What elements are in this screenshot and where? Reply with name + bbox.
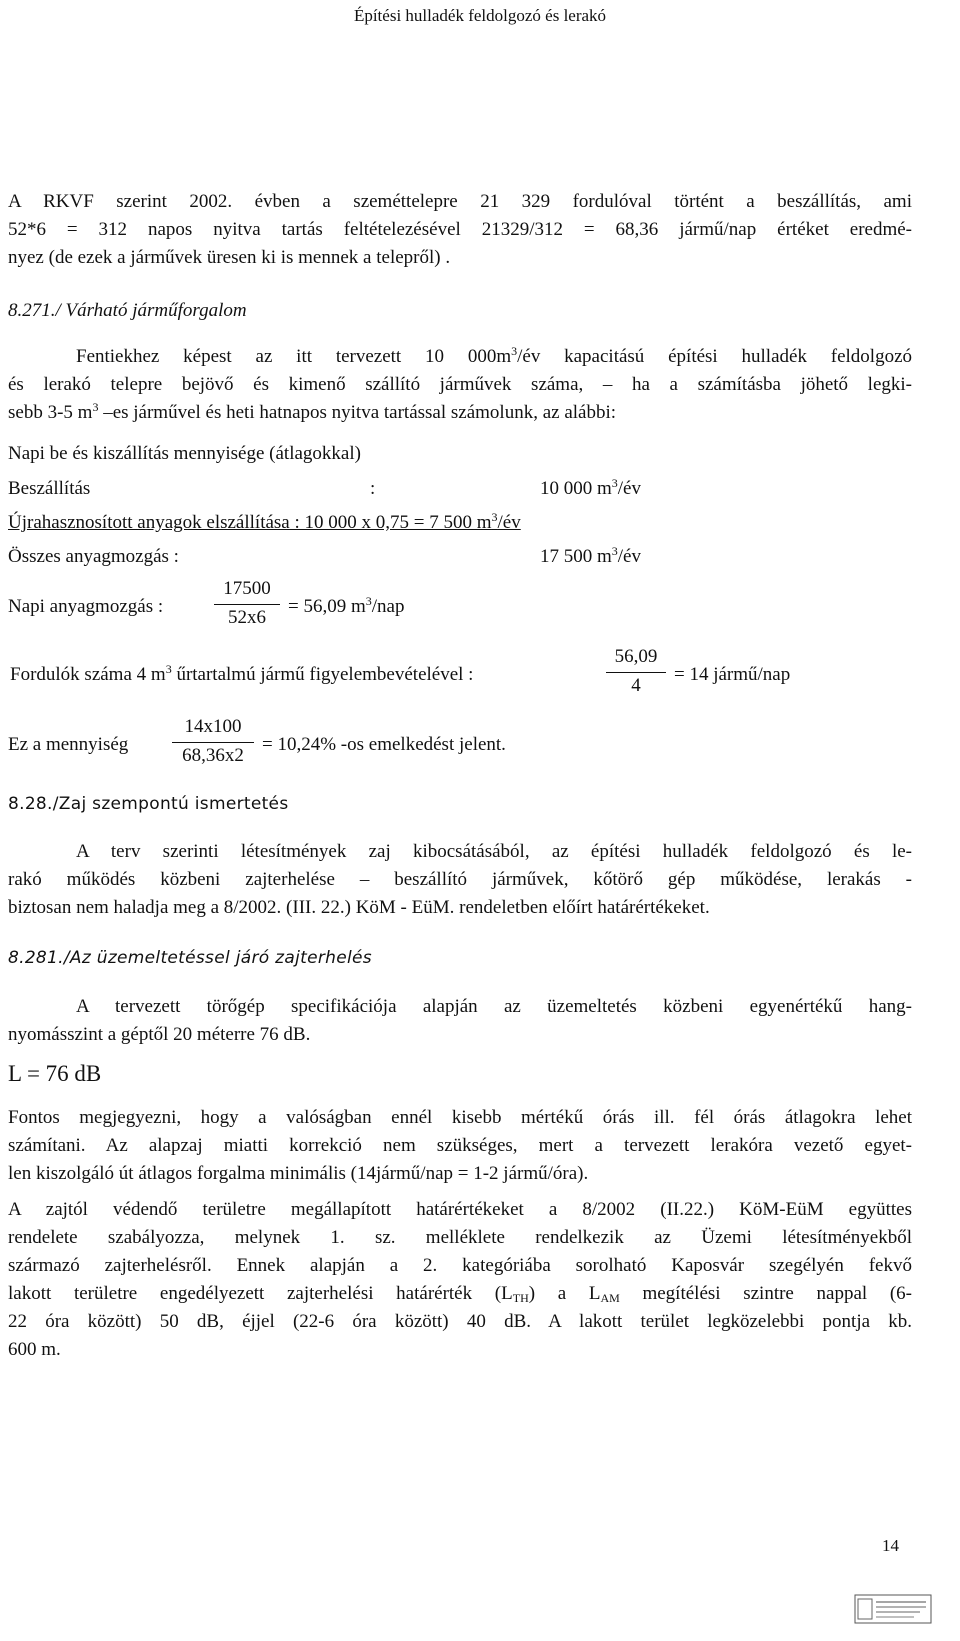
paragraph-line: 52*6 = 312 napos nyitva tartás feltételezésével 21329/312 = 68,36 jármű/nap értéket eredmé- bbox=[8, 219, 912, 240]
daily-material-result: = 56,09 $m^3$/nap bbox=[288, 594, 405, 617]
fraction-denominator: 52x6 bbox=[228, 607, 266, 628]
paragraph-line: származó zajterhelésről. Ennek alapján a 2. kategóriába sorolható Kaposvár szegélyén fekvő bbox=[8, 1255, 912, 1276]
fraction-denominator: 4 bbox=[631, 675, 641, 696]
paragraph-line: Fontos megjegyezni, hogy a valóságban ennél kisebb mértékű órás ill. fél órás átlagokra lehet bbox=[8, 1107, 912, 1128]
page-header: Építési hulladék feldolgozó és lerakó bbox=[353, 6, 607, 25]
paragraph-line: rakó működés közbeni zajterhelése – beszállító járművek, kőtörő gép működése, lerakás - bbox=[8, 869, 912, 890]
fraction-numerator: 14x100 bbox=[184, 716, 242, 737]
paragraph-line: nyez (de ezek a járművek üresen ki is mennek a telepről) . bbox=[8, 247, 451, 268]
paragraph-line: számítani. Az alapzaj miatti korrekció nem szükséges, mert a tervezett lerakóra vezető egyet- bbox=[8, 1135, 912, 1156]
limits-paragraph bbox=[8, 1196, 912, 1364]
paragraph-line: sebb 3-5 $m^3$ –es járművel és heti hatnapos nyitva tartással számolunk, az alábbi: bbox=[8, 400, 617, 423]
noise-level-value: L = 76 dB bbox=[8, 1061, 102, 1086]
paragraph-line: rendelete szabályozza, melynek 1. sz. melléklete rendelkezik az Üzemi létesítményekből bbox=[8, 1227, 912, 1248]
daily-material-label: Napi anyagmozgás : bbox=[8, 596, 164, 617]
stamp-logo bbox=[854, 1594, 932, 1624]
fraction-denominator: 68,36x2 bbox=[182, 745, 244, 766]
paragraph-line: A zajtól védendő területre megállapított határértékeket a 8/2002 (II.22.) KöM-EüM együttes bbox=[8, 1199, 912, 1220]
paragraph-line: 600 m. bbox=[8, 1339, 61, 1360]
section-heading-828: 8.28./Zaj szempontú ismertetés bbox=[8, 794, 289, 814]
paragraph-line: 22 óra között) 50 dB, éjjel (22-6 óra között) 40 dB. A lakott terület legközelebbi pontja kb. bbox=[8, 1311, 912, 1332]
paragraph-line: nyomásszint a géptől 20 méterre 76 dB. bbox=[8, 1024, 311, 1045]
fraction-bar bbox=[172, 742, 254, 743]
recycled-transport-line: Újrahasznosított anyagok elszállítása : 10 000 x 0,75 = 7 500 $m^3/év$ bbox=[8, 510, 521, 533]
crusher-paragraph bbox=[8, 993, 912, 1049]
traffic-paragraph bbox=[8, 343, 912, 427]
daily-material-fraction bbox=[214, 578, 280, 629]
paragraph-line: Fentiekhez képest az itt tervezett 10 $000m^3/év$ kapacitású építési hulladék feldolgozó bbox=[76, 344, 912, 367]
total-value: 17 500 $m^3/év$ bbox=[540, 544, 641, 567]
page-number: 14 bbox=[882, 1536, 899, 1555]
delivery-colon: : bbox=[370, 478, 376, 499]
averaging-paragraph bbox=[8, 1104, 912, 1188]
paragraph-line: lakott területre engedélyezett zajterhelési határérték $(L_{TH})$ a $L_{AM}$ megítélési szintre nappal (6- bbox=[8, 1283, 913, 1305]
delivery-label: Beszállítás bbox=[8, 478, 91, 499]
section-heading-8281: 8.281./Az üzemeltetéssel járó zajterhelés bbox=[8, 948, 372, 968]
paragraph-line: A tervezett törőgép specifikációja alapján az üzemeltetés közbeni egyenértékű hang- bbox=[76, 996, 912, 1017]
paragraph-line: A terv szerinti létesítmények zaj kibocsátásából, az építési hulladék feldolgozó és le- bbox=[76, 841, 912, 862]
trips-label: Fordulók száma 4 $m^3$ űrtartalmú jármű figyelembevételével : bbox=[10, 662, 474, 685]
intro-paragraph bbox=[8, 188, 912, 272]
trips-fraction bbox=[606, 646, 666, 697]
increase-label: Ez a mennyiség bbox=[8, 734, 129, 755]
noise-paragraph bbox=[8, 838, 912, 922]
total-label: Összes anyagmozgás : bbox=[8, 546, 179, 567]
delivery-value: 10 000 $m^3/év$ bbox=[540, 476, 641, 499]
increase-result: = 10,24% -os emelkedést jelent. bbox=[262, 734, 506, 755]
fraction-bar bbox=[214, 604, 280, 605]
paragraph-line: len kiszolgáló út átlagos forgalma minimális (14jármű/nap = 1-2 jármű/óra). bbox=[8, 1163, 589, 1184]
paragraph-line: és lerakó telepre bejövő és kimenő szállító járművek száma, – ha a számításba jöhető legki- bbox=[8, 374, 912, 395]
section-heading-8271: 8.271./ Várható járműforgalom bbox=[8, 300, 247, 321]
fraction-numerator: 17500 bbox=[223, 578, 271, 599]
trips-result: = 14 jármű/nap bbox=[674, 664, 791, 685]
fraction-bar bbox=[606, 672, 666, 673]
paragraph-line: A RKVF szerint 2002. évben a szeméttelepre 21 329 fordulóval történt a beszállítás, ami bbox=[8, 191, 912, 212]
daily-transport-title: Napi be és kiszállítás mennyisége (átlagokkal) bbox=[8, 443, 361, 464]
fraction-numerator: 56,09 bbox=[614, 646, 658, 667]
increase-fraction bbox=[172, 716, 254, 767]
paragraph-line: biztosan nem haladja meg a 8/2002. (III. 22.) KöM - EüM. rendeletben előírt határértékeket. bbox=[8, 897, 710, 918]
